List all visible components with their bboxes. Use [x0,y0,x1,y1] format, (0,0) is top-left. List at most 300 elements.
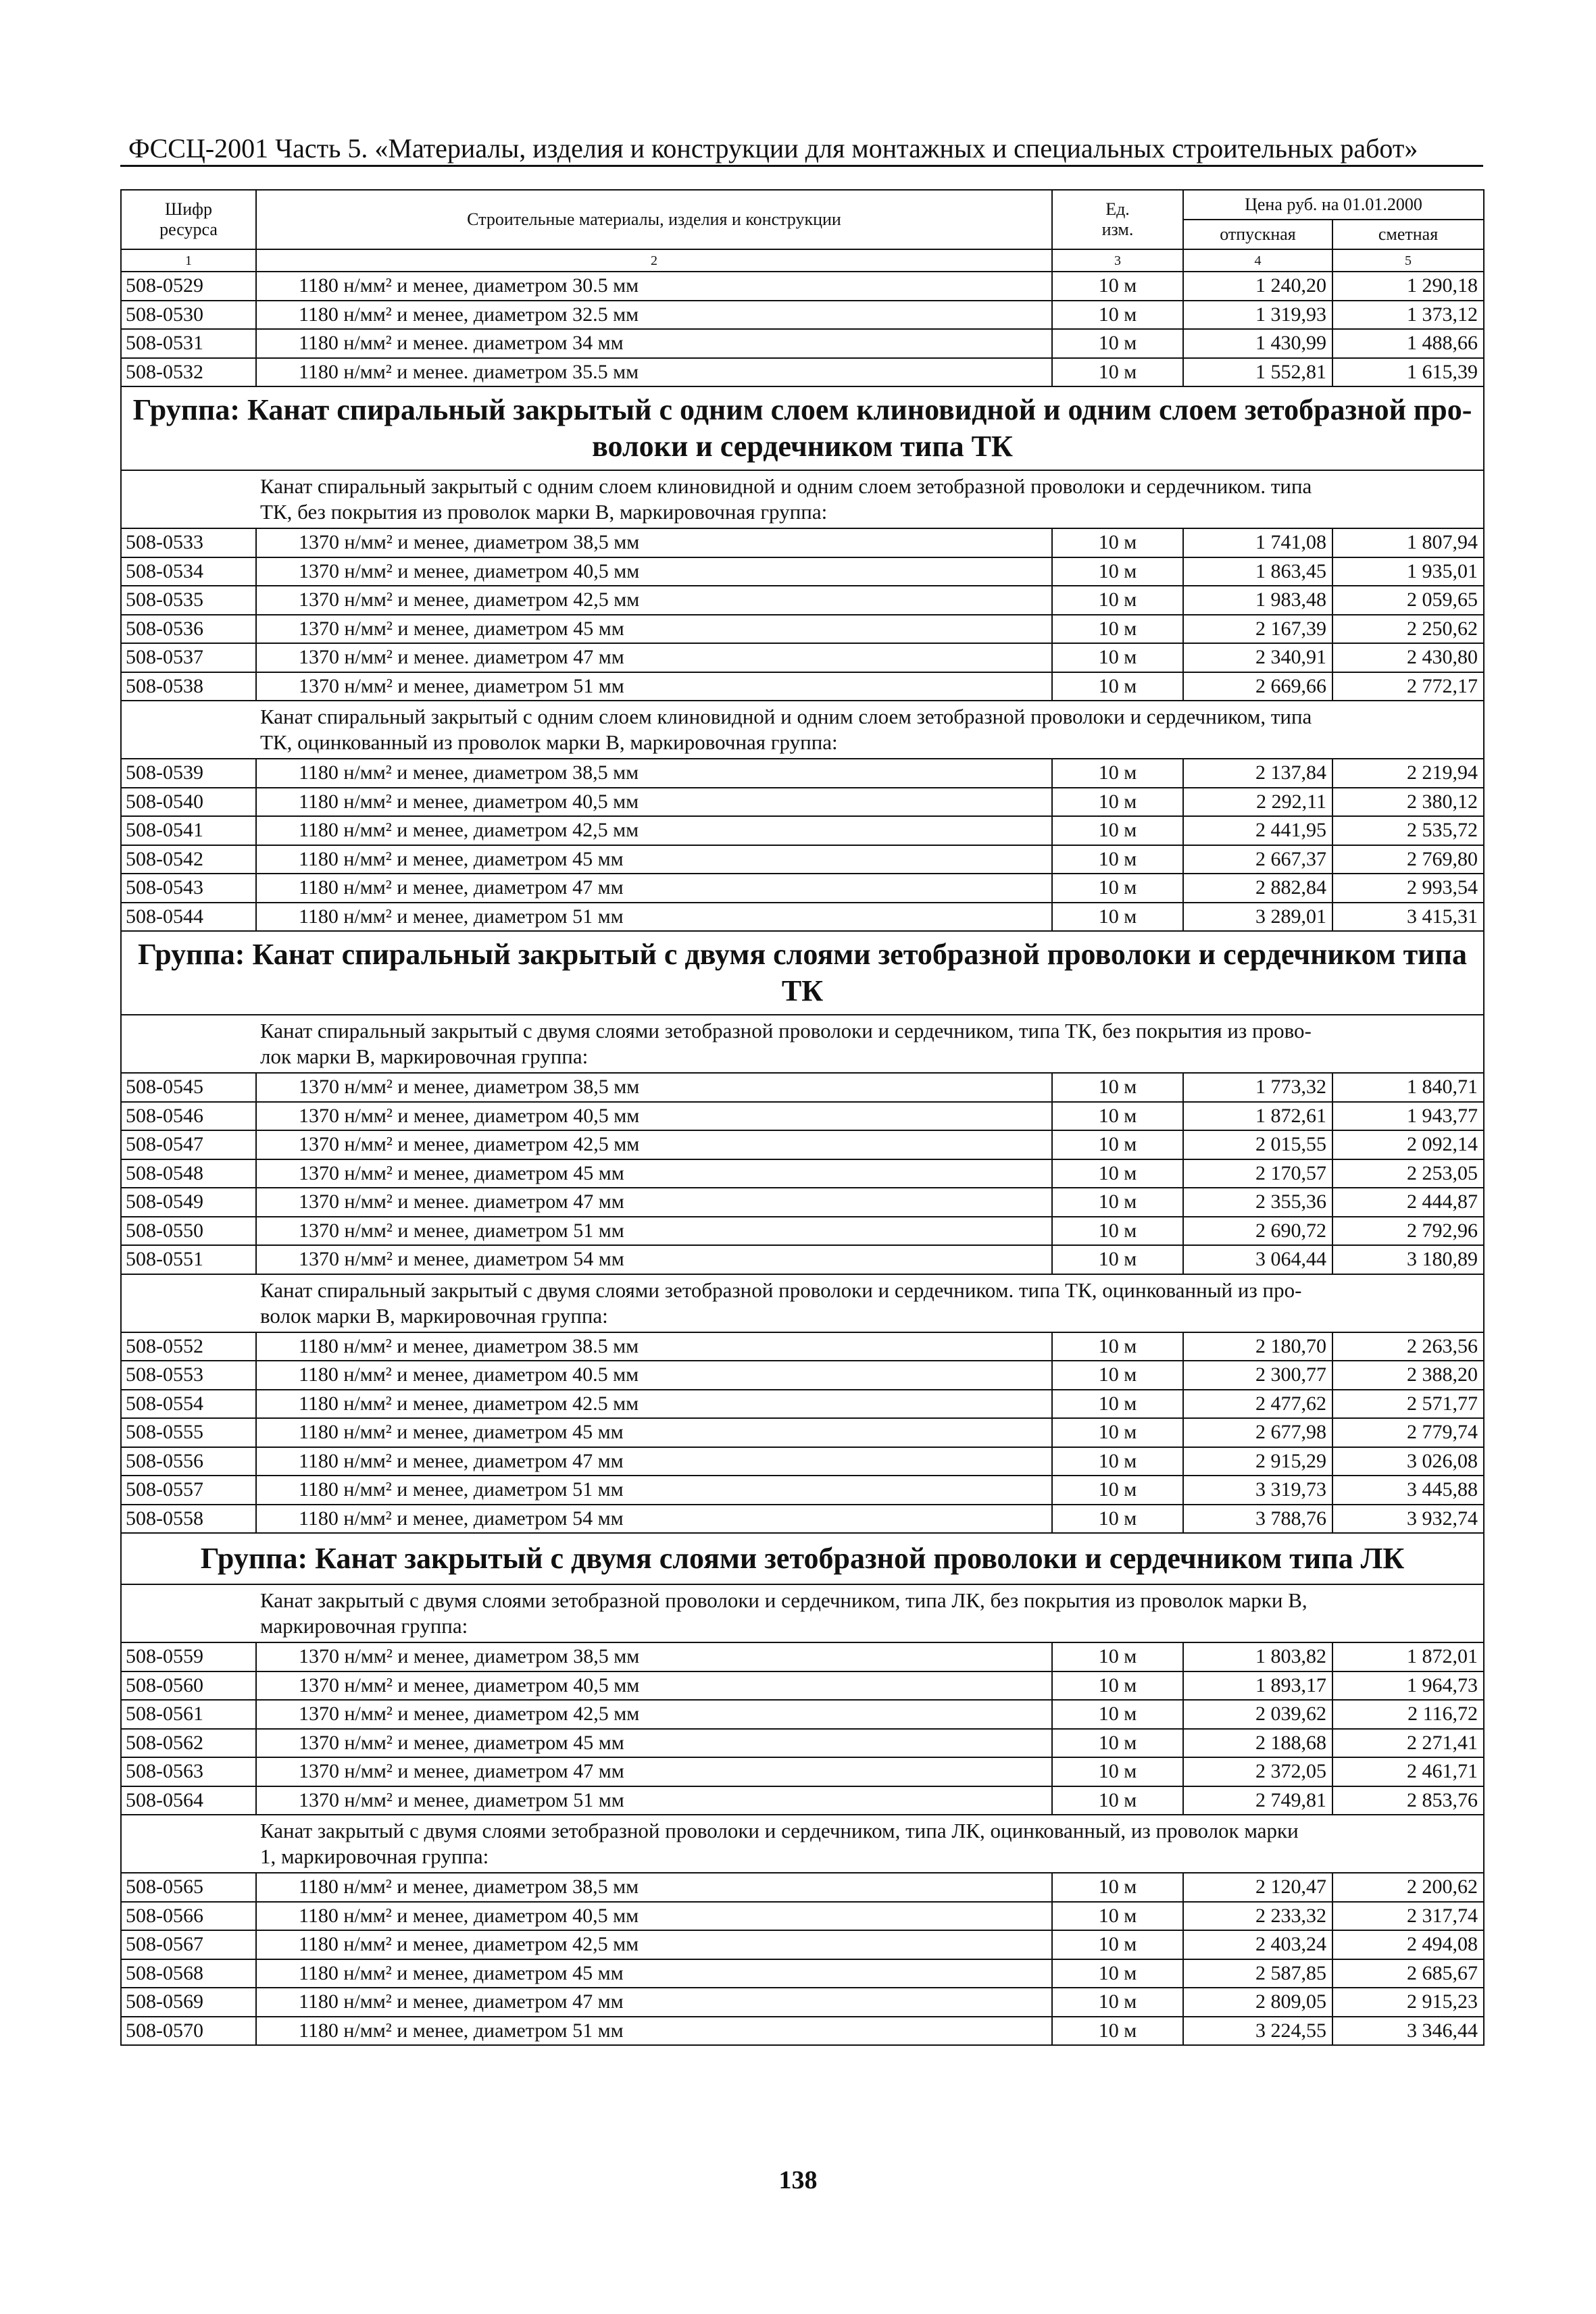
group-heading [121,386,1484,470]
resource-code: 508-0534 [121,557,256,586]
price-release: 2 749,81 [1183,1786,1332,1815]
price-release: 3 319,73 [1183,1476,1332,1505]
table-row [121,643,1484,672]
price-release: 1 983,48 [1183,586,1332,615]
material-name: 1180 н/мм² и менее, диаметром 40.5 мм [256,1361,1052,1390]
material-name: 1370 н/мм² и менее, диаметром 45 мм [256,615,1052,644]
resource-code: 508-0555 [121,1418,256,1447]
unit: 10 м [1052,903,1183,932]
price-estimate: 2 792,96 [1332,1217,1484,1246]
unit: 10 м [1052,1786,1183,1815]
unit: 10 м [1052,845,1183,874]
resource-code: 508-0552 [121,1332,256,1361]
table-row [121,816,1484,845]
price-estimate: 2 779,74 [1332,1418,1484,1447]
material-name: 1180 н/мм² и менее, диаметром 54 мм [256,1505,1052,1534]
material-name: 1370 н/мм² и менее, диаметром 42,5 мм [256,1130,1052,1159]
price-estimate: 1 373,12 [1332,301,1484,330]
material-name: 1180 н/мм² и менее, диаметром 32.5 мм [256,301,1052,330]
unit: 10 м [1052,1505,1183,1534]
column-header-code-line2: ресурса [159,220,218,239]
material-name: 1370 н/мм² и менее, диаметром 51 мм [256,672,1052,701]
price-estimate: 2 430,80 [1332,643,1484,672]
description-line: 1, маркировочная группа: [260,1844,489,1868]
table-row [121,1390,1484,1419]
resource-code: 508-0557 [121,1476,256,1505]
material-name: 1180 н/мм² и менее. диаметром 35.5 мм [256,358,1052,387]
table-row [121,845,1484,874]
price-estimate: 2 380,12 [1332,788,1484,817]
material-name: 1180 н/мм² и менее, диаметром 38,5 мм [256,1873,1052,1902]
unit: 10 м [1052,1930,1183,1959]
resource-code: 508-0535 [121,586,256,615]
material-name: 1370 н/мм² и менее, диаметром 45 мм [256,1159,1052,1188]
unit: 10 м [1052,528,1183,557]
unit: 10 м [1052,1700,1183,1729]
table-row [121,1130,1484,1159]
resource-code: 508-0556 [121,1447,256,1476]
column-number: 5 [1332,249,1484,272]
price-release: 2 669,66 [1183,672,1332,701]
group-heading-line: волоки и сердечником типа ТК [592,430,1013,463]
material-name: 1180 н/мм² и менее, диаметром 47 мм [256,874,1052,903]
resource-code: 508-0553 [121,1361,256,1390]
price-release: 2 882,84 [1183,874,1332,903]
material-name: 1370 н/мм² и менее, диаметром 40,5 мм [256,1102,1052,1131]
price-estimate: 2 853,76 [1332,1786,1484,1815]
price-estimate: 2 263,56 [1332,1332,1484,1361]
price-estimate: 1 615,39 [1332,358,1484,387]
resource-code: 508-0541 [121,816,256,845]
description-line: Канат спиральный закрытый с одним слоем клиновидной и одним слоем зетобразной проволоки и сердечником. типа [260,474,1312,498]
table-row [121,1447,1484,1476]
price-release: 2 170,57 [1183,1159,1332,1188]
table-row [121,1188,1484,1217]
price-estimate: 2 271,41 [1332,1729,1484,1758]
unit: 10 м [1052,615,1183,644]
price-release: 2 039,62 [1183,1700,1332,1729]
price-estimate: 1 872,01 [1332,1642,1484,1671]
price-estimate: 3 415,31 [1332,903,1484,932]
material-name: 1370 н/мм² и менее, диаметром 38,5 мм [256,1642,1052,1671]
subgroup-description-row [121,1584,1484,1642]
resource-code: 508-0565 [121,1873,256,1902]
material-name: 1180 н/мм² и менее, диаметром 47 мм [256,1447,1052,1476]
price-estimate: 1 840,71 [1332,1073,1484,1102]
price-release: 2 180,70 [1183,1332,1332,1361]
table-row [121,1930,1484,1959]
table-row [121,358,1484,387]
table-row [121,1476,1484,1505]
table-header [121,190,1484,272]
subgroup-description-row [121,1815,1484,1873]
table-row [121,1959,1484,1988]
price-estimate: 2 494,08 [1332,1930,1484,1959]
subgroup-description-row [121,701,1484,759]
unit: 10 м [1052,1159,1183,1188]
price-estimate: 3 026,08 [1332,1447,1484,1476]
table-row [121,1873,1484,1902]
price-estimate: 2 571,77 [1332,1390,1484,1419]
price-estimate: 2 461,71 [1332,1757,1484,1786]
column-header-unit-line2: изм. [1101,220,1134,239]
subgroup-description-row [121,1274,1484,1332]
resource-code: 508-0546 [121,1102,256,1131]
unit: 10 м [1052,1102,1183,1131]
table-row [121,1729,1484,1758]
unit: 10 м [1052,1671,1183,1701]
table-row [121,1671,1484,1701]
unit: 10 м [1052,1476,1183,1505]
resource-code: 508-0570 [121,2017,256,2046]
price-estimate: 2 219,94 [1332,759,1484,788]
resource-code: 508-0533 [121,528,256,557]
price-release: 3 064,44 [1183,1245,1332,1274]
price-release: 3 788,76 [1183,1505,1332,1534]
resource-code: 508-0561 [121,1700,256,1729]
price-release: 2 292,11 [1183,788,1332,817]
price-release: 2 167,39 [1183,615,1332,644]
column-header-unit [1052,190,1183,249]
price-release: 1 240,20 [1183,272,1332,301]
unit: 10 м [1052,788,1183,817]
price-estimate: 3 346,44 [1332,2017,1484,2046]
column-header-unit-line1: Ед. [1105,199,1130,219]
material-name: 1180 н/мм² и менее, диаметром 30.5 мм [256,272,1052,301]
price-table [120,189,1485,2046]
price-estimate: 3 932,74 [1332,1505,1484,1534]
unit: 10 м [1052,874,1183,903]
price-release: 2 477,62 [1183,1390,1332,1419]
column-numbers-row [121,249,1484,272]
price-release: 1 872,61 [1183,1102,1332,1131]
table-row [121,903,1484,932]
resource-code: 508-0568 [121,1959,256,1988]
unit: 10 м [1052,301,1183,330]
resource-code: 508-0537 [121,643,256,672]
unit: 10 м [1052,816,1183,845]
table-row [121,272,1484,301]
price-estimate: 3 445,88 [1332,1476,1484,1505]
description-line: волок марки В, маркировочная группа: [260,1303,608,1328]
subgroup-description [121,1015,1484,1073]
resource-code: 508-0549 [121,1188,256,1217]
description-line: Канат закрытый с двумя слоями зетобразной проволоки и сердечником, типа ЛК, оцинкованный, из проволок марки [260,1819,1299,1842]
price-estimate: 2 915,23 [1332,1988,1484,2017]
price-estimate: 2 250,62 [1332,615,1484,644]
material-name: 1180 н/мм² и менее, диаметром 51 мм [256,2017,1052,2046]
material-name: 1370 н/мм² и менее, диаметром 38,5 мм [256,528,1052,557]
material-name: 1180 н/мм² и менее, диаметром 45 мм [256,1418,1052,1447]
material-name: 1180 н/мм² и менее, диаметром 38,5 мм [256,759,1052,788]
unit: 10 м [1052,1729,1183,1758]
price-estimate: 2 535,72 [1332,816,1484,845]
table-row [121,1642,1484,1671]
resource-code: 508-0536 [121,615,256,644]
price-release: 2 441,95 [1183,816,1332,845]
subgroup-description-row [121,1015,1484,1073]
material-name: 1180 н/мм² и менее, диаметром 42,5 мм [256,1930,1052,1959]
price-release: 2 809,05 [1183,1988,1332,2017]
material-name: 1370 н/мм² и менее. диаметром 47 мм [256,1188,1052,1217]
material-name: 1180 н/мм² и менее, диаметром 42.5 мм [256,1390,1052,1419]
unit: 10 м [1052,1418,1183,1447]
material-name: 1180 н/мм² и менее, диаметром 45 мм [256,845,1052,874]
resource-code: 508-0563 [121,1757,256,1786]
price-release: 1 430,99 [1183,329,1332,358]
table-row [121,672,1484,701]
resource-code: 508-0539 [121,759,256,788]
group-heading-row [121,931,1484,1015]
price-release: 2 233,32 [1183,1902,1332,1931]
unit: 10 м [1052,1988,1183,2017]
material-name: 1370 н/мм² и менее, диаметром 40,5 мм [256,1671,1052,1701]
price-release: 2 667,37 [1183,845,1332,874]
table-row [121,1159,1484,1188]
price-release: 1 319,93 [1183,301,1332,330]
table-row [121,329,1484,358]
table-row [121,1217,1484,1246]
price-release: 1 741,08 [1183,528,1332,557]
material-name: 1180 н/мм² и менее, диаметром 40,5 мм [256,1902,1052,1931]
price-estimate: 1 943,77 [1332,1102,1484,1131]
unit: 10 м [1052,672,1183,701]
table-row [121,1332,1484,1361]
price-release: 2 120,47 [1183,1873,1332,1902]
price-estimate: 2 769,80 [1332,845,1484,874]
table-row [121,759,1484,788]
unit: 10 м [1052,1390,1183,1419]
unit: 10 м [1052,759,1183,788]
group-heading-row [121,1533,1484,1584]
price-estimate: 2 444,87 [1332,1188,1484,1217]
group-heading-row [121,386,1484,470]
subgroup-description [121,1584,1484,1642]
price-estimate: 2 685,67 [1332,1959,1484,1988]
price-estimate: 1 488,66 [1332,329,1484,358]
price-release: 2 915,29 [1183,1447,1332,1476]
material-name: 1370 н/мм² и менее, диаметром 47 мм [256,1757,1052,1786]
material-name: 1180 н/мм² и менее, диаметром 51 мм [256,1476,1052,1505]
resource-code: 508-0532 [121,358,256,387]
table-row [121,874,1484,903]
unit: 10 м [1052,1245,1183,1274]
description-line: Канат закрытый с двумя слоями зетобразной проволоки и сердечником, типа ЛК, без покрытия из проволок марки В, [260,1588,1307,1612]
description-line: маркировочная группа: [260,1614,468,1638]
unit: 10 м [1052,557,1183,586]
unit: 10 м [1052,643,1183,672]
table-row [121,1418,1484,1447]
price-release: 2 137,84 [1183,759,1332,788]
material-name: 1180 н/мм² и менее, диаметром 38.5 мм [256,1332,1052,1361]
resource-code: 508-0562 [121,1729,256,1758]
resource-code: 508-0564 [121,1786,256,1815]
unit: 10 м [1052,1873,1183,1902]
resource-code: 508-0540 [121,788,256,817]
resource-code: 508-0550 [121,1217,256,1246]
description-line: лок марки В, маркировочная группа: [260,1045,589,1068]
material-name: 1370 н/мм² и менее. диаметром 47 мм [256,643,1052,672]
table-row [121,1902,1484,1931]
column-number: 3 [1052,249,1183,272]
unit: 10 м [1052,1073,1183,1102]
description-line: ТК, оцинкованный из проволок марки В, маркировочная группа: [260,730,838,754]
table-row [121,301,1484,330]
price-release: 1 893,17 [1183,1671,1332,1701]
material-name: 1180 н/мм² и менее, диаметром 40,5 мм [256,788,1052,817]
table-row [121,1988,1484,2017]
price-release: 1 552,81 [1183,358,1332,387]
material-name: 1370 н/мм² и менее, диаметром 51 мм [256,1786,1052,1815]
description-line: Канат спиральный закрытый с двумя слоями зетобразной проволоки и сердечником. типа ТК, оцинкованный из про- [260,1278,1302,1302]
resource-code: 508-0544 [121,903,256,932]
price-release: 2 690,72 [1183,1217,1332,1246]
resource-code: 508-0560 [121,1671,256,1701]
column-number: 2 [256,249,1052,272]
material-name: 1370 н/мм² и менее, диаметром 51 мм [256,1217,1052,1246]
price-release: 2 015,55 [1183,1130,1332,1159]
column-header-code [121,190,256,249]
unit: 10 м [1052,272,1183,301]
table-row [121,615,1484,644]
material-name: 1180 н/мм² и менее, диаметром 51 мм [256,903,1052,932]
material-name: 1370 н/мм² и менее, диаметром 54 мм [256,1245,1052,1274]
resource-code: 508-0567 [121,1930,256,1959]
column-number: 1 [121,249,256,272]
price-release: 2 188,68 [1183,1729,1332,1758]
price-estimate: 1 964,73 [1332,1671,1484,1701]
resource-code: 508-0569 [121,1988,256,2017]
group-heading-line: Группа: Канат спиральный закрытый с одним слоем клиновидной и одним слоем зетобразной про- [132,393,1472,426]
price-release: 2 372,05 [1183,1757,1332,1786]
price-estimate: 1 290,18 [1332,272,1484,301]
unit: 10 м [1052,1217,1183,1246]
unit: 10 м [1052,1361,1183,1390]
resource-code: 508-0558 [121,1505,256,1534]
material-name: 1370 н/мм² и менее, диаметром 40,5 мм [256,557,1052,586]
table-row [121,1505,1484,1534]
price-estimate: 2 772,17 [1332,672,1484,701]
table-row [121,528,1484,557]
price-release: 2 403,24 [1183,1930,1332,1959]
description-line: ТК, без покрытия из проволок марки В, маркировочная группа: [260,500,828,524]
material-name: 1370 н/мм² и менее, диаметром 42,5 мм [256,1700,1052,1729]
column-header-price-estimate: сметная [1332,220,1484,249]
unit: 10 м [1052,1959,1183,1988]
table-row [121,586,1484,615]
column-header-code-line1: Шифр [165,199,212,219]
price-estimate: 2 317,74 [1332,1902,1484,1931]
price-estimate: 3 180,89 [1332,1245,1484,1274]
table-row [121,1361,1484,1390]
unit: 10 м [1052,358,1183,387]
resource-code: 508-0531 [121,329,256,358]
resource-code: 508-0547 [121,1130,256,1159]
table-row [121,1245,1484,1274]
column-header-price-group: Цена руб. на 01.01.2000 [1183,190,1484,220]
price-release: 1 803,82 [1183,1642,1332,1671]
column-header-name: Строительные материалы, изделия и конструкции [256,190,1052,249]
subgroup-description-row [121,470,1484,528]
group-heading [121,1533,1484,1584]
resource-code: 508-0538 [121,672,256,701]
resource-code: 508-0554 [121,1390,256,1419]
price-estimate: 2 059,65 [1332,586,1484,615]
material-name: 1370 н/мм² и менее, диаметром 45 мм [256,1729,1052,1758]
table-row [121,1073,1484,1102]
material-name: 1180 н/мм² и менее, диаметром 47 мм [256,1988,1052,2017]
price-estimate: 2 388,20 [1332,1361,1484,1390]
description-line: Канат спиральный закрытый с одним слоем клиновидной и одним слоем зетобразной проволоки и сердечником, типа [260,705,1312,728]
unit: 10 м [1052,1447,1183,1476]
unit: 10 м [1052,1902,1183,1931]
price-estimate: 2 253,05 [1332,1159,1484,1188]
unit: 10 м [1052,2017,1183,2046]
material-name: 1180 н/мм² и менее, диаметром 45 мм [256,1959,1052,1988]
price-release: 2 300,77 [1183,1361,1332,1390]
group-heading [121,931,1484,1015]
table-row [121,1786,1484,1815]
price-release: 2 340,91 [1183,643,1332,672]
resource-code: 508-0559 [121,1642,256,1671]
resource-code: 508-0530 [121,301,256,330]
price-estimate: 2 116,72 [1332,1700,1484,1729]
resource-code: 508-0551 [121,1245,256,1274]
material-name: 1180 н/мм² и менее, диаметром 42,5 мм [256,816,1052,845]
unit: 10 м [1052,1757,1183,1786]
subgroup-description [121,701,1484,759]
column-number: 4 [1183,249,1332,272]
price-estimate: 2 993,54 [1332,874,1484,903]
resource-code: 508-0548 [121,1159,256,1188]
page-header: ФССЦ-2001 Часть 5. «Материалы, изделия и конструкции для монтажных и специальных строительных работ» [120,132,1483,167]
table-row [121,1757,1484,1786]
resource-code: 508-0545 [121,1073,256,1102]
table-row [121,1102,1484,1131]
price-release: 2 355,36 [1183,1188,1332,1217]
resource-code: 508-0542 [121,845,256,874]
material-name: 1370 н/мм² и менее, диаметром 42,5 мм [256,586,1052,615]
price-estimate: 1 807,94 [1332,528,1484,557]
price-release: 1 773,32 [1183,1073,1332,1102]
price-release: 3 289,01 [1183,903,1332,932]
resource-code: 508-0566 [121,1902,256,1931]
group-heading-line: Группа: Канат закрытый с двумя слоями зетобразной проволоки и сердечником типа ЛК [200,1542,1405,1575]
group-heading-line: ТК [781,974,824,1007]
resource-code: 508-0543 [121,874,256,903]
price-release: 2 587,85 [1183,1959,1332,1988]
table-row [121,2017,1484,2046]
price-release: 3 224,55 [1183,2017,1332,2046]
unit: 10 м [1052,329,1183,358]
subgroup-description [121,1815,1484,1873]
subgroup-description [121,1274,1484,1332]
table-row [121,1700,1484,1729]
price-release: 2 677,98 [1183,1418,1332,1447]
price-estimate: 2 092,14 [1332,1130,1484,1159]
page-number: 138 [778,2166,818,2194]
group-heading-line: Группа: Канат спиральный закрытый с двумя слоями зетобразной проволоки и сердечником типа [137,938,1467,971]
unit: 10 м [1052,1188,1183,1217]
unit: 10 м [1052,1130,1183,1159]
unit: 10 м [1052,586,1183,615]
price-estimate: 1 935,01 [1332,557,1484,586]
unit: 10 м [1052,1642,1183,1671]
material-name: 1180 н/мм² и менее. диаметром 34 мм [256,329,1052,358]
description-line: Канат спиральный закрытый с двумя слоями зетобразной проволоки и сердечником, типа ТК, без покрытия из прово- [260,1019,1312,1042]
table-row [121,788,1484,817]
subgroup-description [121,470,1484,528]
